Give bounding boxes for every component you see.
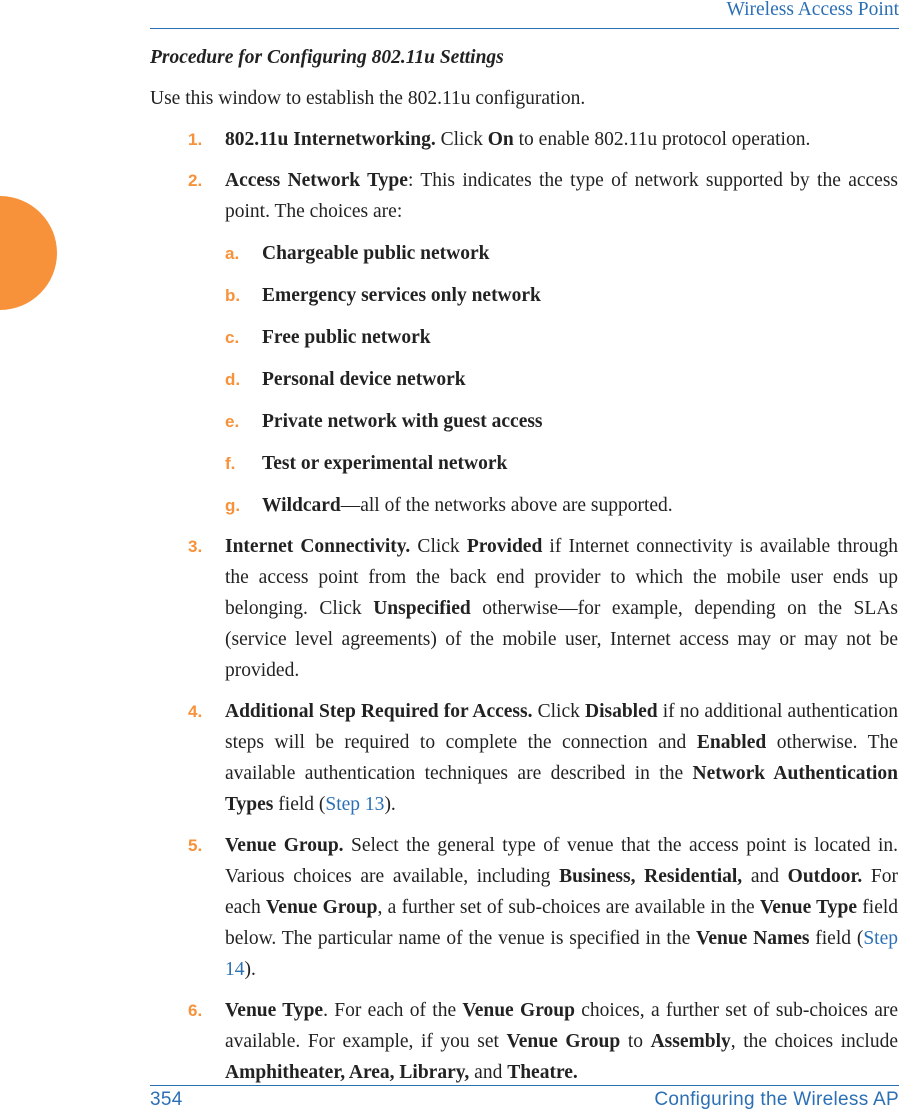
procedure-title: Procedure for Configuring 802.11u Settings <box>150 47 504 68</box>
step-14-link[interactable]: Step 14 <box>225 928 898 980</box>
page-footer <box>150 1089 899 1111</box>
page-content <box>150 42 898 1088</box>
step-6: 6. Venue Type. For each of the Venue Group choices, a further set of sub-choices are available. For example, if you set Venue Group to Assembly, the choices include Amphitheater, Area, Library, and Theatre. <box>150 995 898 1088</box>
step-number: 3. <box>188 537 203 556</box>
running-header: Wireless Access Point <box>726 0 899 20</box>
step-5: 5. Venue Group. Select the general type of venue that the access point is located in. Various choices are available, including Business, Residential, and Outdoor. For each Venue Group, a further set of sub-choices are available in the Venue Type field below. The particular name of the venue is specified in the Venue Names field (Step 14). <box>150 830 898 985</box>
header-rule <box>150 28 899 29</box>
procedure-intro: Use this window to establish the 802.11u configuration. <box>150 88 586 109</box>
step-number: 5. <box>188 836 203 855</box>
choice-item: b. Emergency services only network <box>225 285 541 306</box>
step-3: 3. Internet Connectivity. Click Provided if Internet connectivity is available through the access point from the back end provider to which the mobile user ends up belonging. Click Unspecified otherwise—for example, depending on the SLAs (service level agreements) of the mobile user, Internet access may or may not be provided. <box>150 531 898 686</box>
step-1: 1. 802.11u Internetworking. Click On to enable 802.11u protocol operation. <box>150 124 898 155</box>
footer-rule <box>150 1085 899 1086</box>
step-number: 2. <box>188 171 203 190</box>
step-number: 1. <box>188 130 203 149</box>
step-2: 2. Access Network Type: This indicates the type of network supported by the access point. The choices are: <box>150 165 898 227</box>
step-13-link[interactable]: Step 13 <box>325 794 385 815</box>
choice-item: g. Wildcard—all of the networks above are supported. <box>225 495 673 516</box>
choice-item: c. Free public network <box>225 327 431 348</box>
choice-item: d. Personal device network <box>225 369 466 390</box>
step-number: 4. <box>188 702 203 721</box>
footer-section: Configuring the Wireless AP <box>654 1089 899 1110</box>
chapter-tab-marker <box>0 196 57 310</box>
choice-item: f. Test or experimental network <box>225 453 508 474</box>
page-number: 354 <box>150 1089 183 1110</box>
choice-item: a. Chargeable public network <box>225 243 490 264</box>
choice-item: e. Private network with guest access <box>225 411 543 432</box>
step-4: 4. Additional Step Required for Access. Click Disabled if no additional authentication steps will be required to complete the connection and Enabled otherwise. The available authentication techniques are described in the Network Authentication Types field (Step 13). <box>150 696 898 820</box>
step-number: 6. <box>188 1001 203 1020</box>
